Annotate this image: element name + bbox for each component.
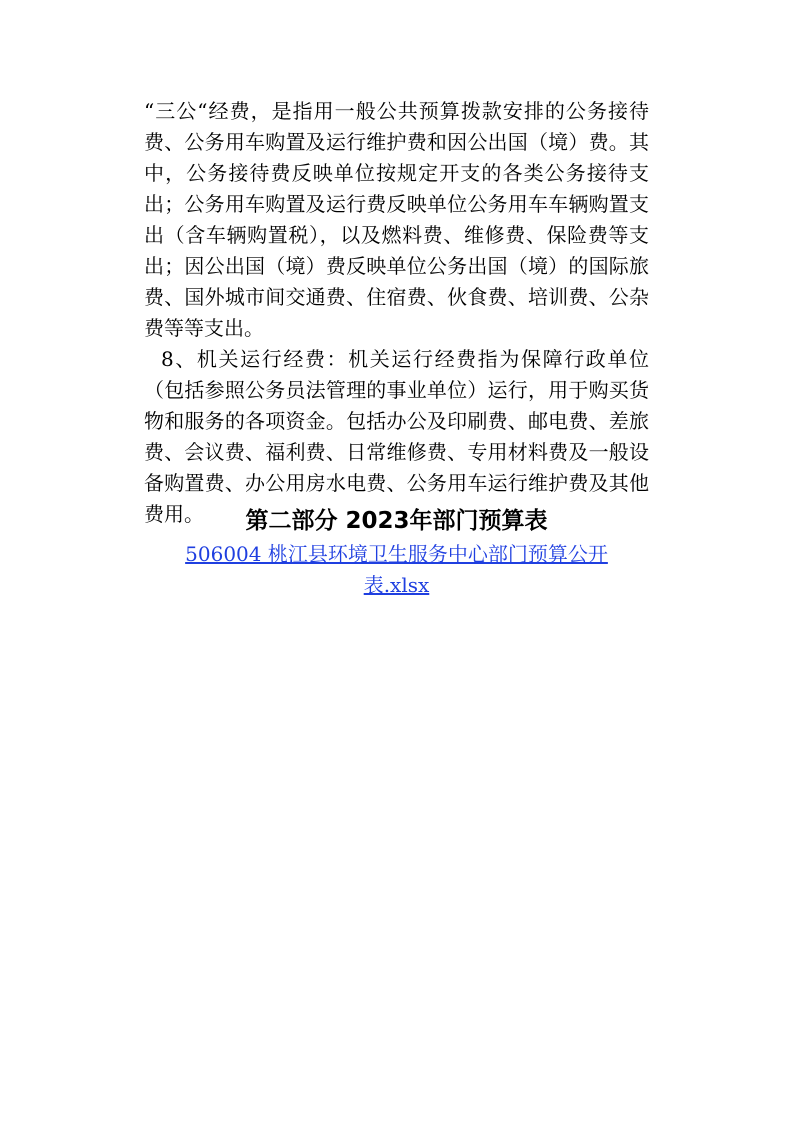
paragraph-three-public-expenses — [144, 96, 649, 344]
text-line: 费、公务用车购置及运行维护费和因公出国（境）费。其 — [144, 130, 649, 154]
text-line: 备购置费、办公用房水电费、公务用车运行维护费及其他 — [144, 471, 649, 495]
text-line: 费、国外城市间交通费、住宿费、伙食费、培训费、公杂 — [144, 285, 649, 309]
text-line: 出；公务用车购置及运行费反映单位公务用车车辆购置支 — [144, 192, 649, 216]
body-text — [144, 96, 649, 530]
text-line: （包括参照公务员法管理的事业单位）运行，用于购买货 — [144, 378, 649, 402]
attachment-link[interactable] — [144, 539, 649, 601]
text-line: 出；因公出国（境）费反映单位公务出国（境）的国际旅 — [144, 254, 649, 278]
text-line: “三公“经费，是指用一般公共预算拨款安排的公务接待 — [144, 99, 649, 123]
text-line: 出（含车辆购置税），以及燃料费、维修费、保险费等支 — [144, 223, 649, 247]
attachment-link-line[interactable]: 表.xlsx — [363, 573, 430, 597]
text-line: 费用。 — [144, 502, 204, 526]
text-line: 中，公务接待费反映单位按规定开支的各类公务接待支 — [144, 161, 649, 185]
text-line: 物和服务的各项资金。包括办公及印刷费、邮电费、差旅 — [144, 409, 649, 433]
section-title: 第二部分 2023年部门预算表 — [245, 508, 548, 534]
text-line: 费等等支出。 — [144, 316, 264, 340]
attachment-link-line[interactable]: 506004 桃江县环境卫生服务中心部门预算公开 — [185, 542, 608, 566]
text-line: 费、会议费、福利费、日常维修费、专用材料费及一般设 — [144, 440, 649, 464]
text-line: 8、机关运行经费：机关运行经费指为保障行政单位 — [161, 347, 649, 371]
